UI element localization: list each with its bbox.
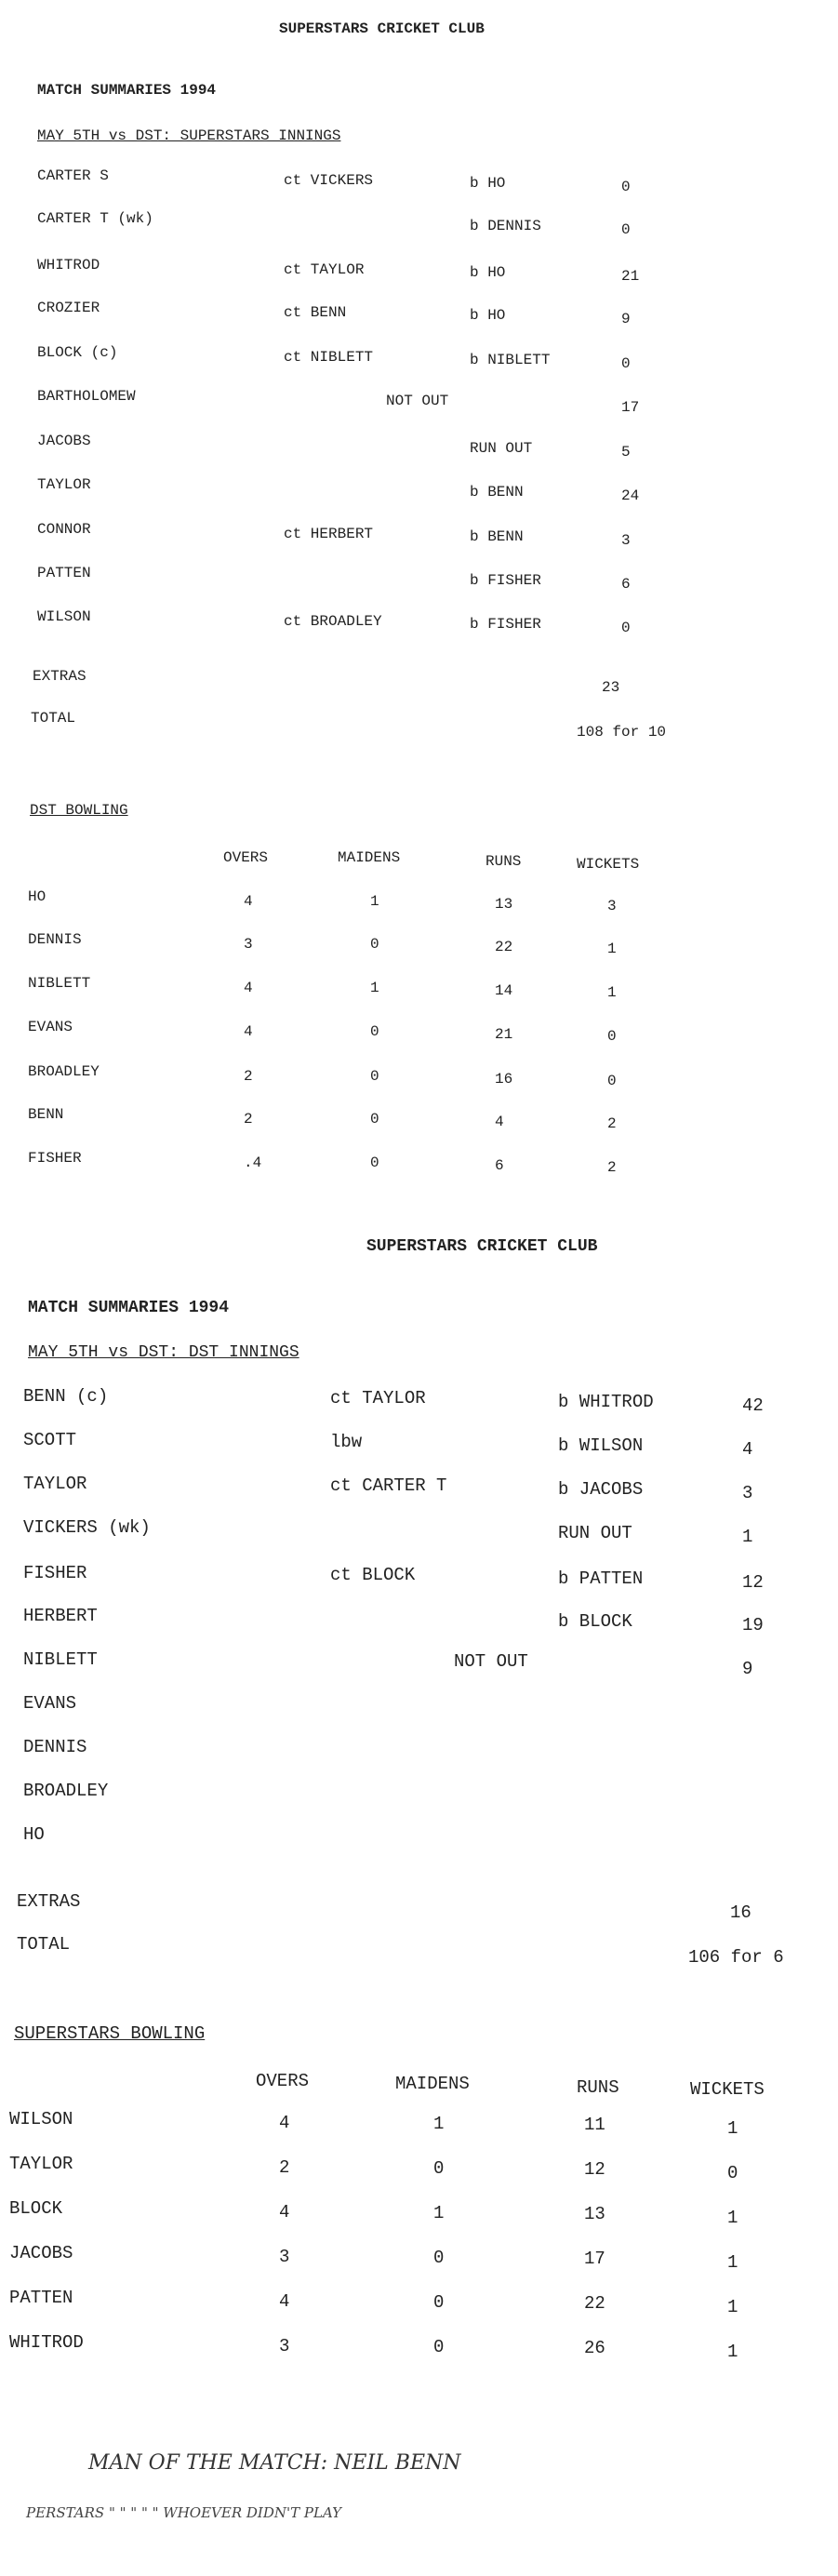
- wickets: 2: [607, 1115, 617, 1132]
- wickets: 1: [727, 2208, 738, 2228]
- batter-name: TAYLOR: [23, 1474, 87, 1494]
- runs: 19: [742, 1615, 764, 1635]
- runs-conceded: 17: [584, 2249, 605, 2269]
- extras-label: EXTRAS: [33, 668, 86, 685]
- batter-name: WILSON: [37, 608, 91, 625]
- overs: 2: [279, 2157, 290, 2178]
- innings-heading-2: MAY 5TH vs DST: DST INNINGS: [28, 1343, 299, 1362]
- runs-conceded: 13: [495, 896, 513, 913]
- bowler: b HO: [470, 264, 506, 281]
- wickets: 0: [607, 1028, 617, 1045]
- batter-name: HERBERT: [23, 1606, 98, 1626]
- runs: 42: [742, 1395, 764, 1416]
- bowler-name: BLOCK: [9, 2198, 63, 2219]
- total-label-2: TOTAL: [17, 1934, 71, 1955]
- runs: 0: [621, 221, 631, 238]
- maidens: 0: [370, 1068, 379, 1085]
- dismissal: ct HERBERT: [284, 526, 374, 542]
- bowler: b FISHER: [470, 572, 541, 589]
- wickets: 3: [607, 898, 617, 914]
- dismissal: ct CARTER T: [330, 1475, 447, 1496]
- wickets: 1: [607, 941, 617, 957]
- dismissal: ct VICKERS: [284, 172, 374, 189]
- maidens: 1: [433, 2114, 445, 2134]
- wickets: 1: [607, 984, 617, 1001]
- runs-conceded: 22: [495, 939, 513, 955]
- bowler: b NIBLETT: [470, 352, 551, 368]
- match-summaries-heading: MATCH SUMMARIES 1994: [37, 82, 217, 99]
- runs-conceded: 26: [584, 2338, 605, 2358]
- overs: 4: [244, 980, 253, 996]
- col-runs-header: RUNS: [486, 853, 522, 870]
- batter-name: CROZIER: [37, 300, 100, 316]
- batter-name: BENN (c): [23, 1386, 109, 1407]
- batter-name: CARTER T (wk): [37, 210, 153, 227]
- overs: 4: [279, 2291, 290, 2312]
- overs: 3: [244, 936, 253, 953]
- bowling-heading: DST BOWLING: [30, 802, 128, 819]
- dismissal: ct TAYLOR: [330, 1388, 426, 1408]
- runs: 3: [621, 532, 631, 549]
- runs: 9: [742, 1659, 753, 1679]
- batter-name: WHITROD: [37, 257, 100, 274]
- wickets: 1: [727, 2297, 738, 2317]
- overs: 4: [244, 893, 253, 910]
- bowler-name: JACOBS: [9, 2243, 73, 2263]
- bowler-name: WILSON: [9, 2109, 73, 2129]
- dismissal: NOT OUT: [386, 393, 449, 409]
- runs: 6: [621, 576, 631, 593]
- batter-name: CONNOR: [37, 521, 91, 538]
- handwritten-footnote: PERSTARS " " " " " WHOEVER DIDN'T PLAY: [26, 2504, 342, 2521]
- bowler: RUN OUT: [470, 440, 533, 457]
- batter-name: BARTHOLOMEW: [37, 388, 136, 405]
- runs: 0: [621, 355, 631, 372]
- match-summaries-heading-2: MATCH SUMMARIES 1994: [28, 1299, 230, 1317]
- dismissal: ct BLOCK: [330, 1565, 416, 1585]
- man-of-match-note: MAN OF THE MATCH: NEIL BENN: [88, 2451, 461, 2475]
- batter-name: VICKERS (wk): [23, 1517, 151, 1538]
- overs: 2: [244, 1111, 253, 1128]
- maidens: 0: [370, 936, 379, 953]
- extras-value-2: 16: [730, 1902, 752, 1923]
- bowler-name: EVANS: [28, 1019, 73, 1035]
- runs: 0: [621, 620, 631, 636]
- runs-conceded: 4: [495, 1114, 504, 1130]
- page-title: SUPERSTARS CRICKET CLUB: [279, 20, 485, 37]
- runs: 0: [621, 179, 631, 195]
- total-value-2: 106 for 6: [688, 1947, 784, 1968]
- batter-name: BLOCK (c): [37, 344, 118, 361]
- bowler: b FISHER: [470, 616, 541, 633]
- batter-name: DENNIS: [23, 1737, 87, 1757]
- extras-label-2: EXTRAS: [17, 1891, 81, 1912]
- maidens: 0: [433, 2158, 445, 2179]
- col-overs-header-2: OVERS: [256, 2071, 310, 2091]
- batter-name: HO: [23, 1824, 45, 1845]
- overs: 3: [279, 2336, 290, 2356]
- maidens: 0: [370, 1155, 379, 1171]
- total-value: 108 for 10: [577, 724, 667, 741]
- batter-name: EVANS: [23, 1693, 77, 1714]
- col-wickets-header-2: WICKETS: [690, 2079, 765, 2100]
- bowler: b BENN: [470, 484, 524, 501]
- dismissal: ct TAYLOR: [284, 261, 365, 278]
- bowler-name: BROADLEY: [28, 1063, 100, 1080]
- bowler-name: NIBLETT: [28, 975, 91, 992]
- bowler: b WILSON: [558, 1435, 644, 1456]
- total-label: TOTAL: [31, 710, 76, 727]
- wickets: 1: [727, 2342, 738, 2362]
- col-wickets-header: WICKETS: [577, 856, 640, 873]
- overs: 2: [244, 1068, 253, 1085]
- bowler: b BENN: [470, 528, 524, 545]
- maidens: 0: [370, 1023, 379, 1040]
- maidens: 0: [433, 2292, 445, 2313]
- bowler: b HO: [470, 307, 506, 324]
- bowler-name: WHITROD: [9, 2332, 84, 2353]
- bowling-heading-2: SUPERSTARS BOWLING: [14, 2023, 206, 2044]
- runs: 12: [742, 1572, 764, 1593]
- runs-conceded: 22: [584, 2293, 605, 2314]
- runs: 21: [621, 268, 640, 285]
- bowler: b WHITROD: [558, 1392, 654, 1412]
- col-overs-header: OVERS: [223, 849, 269, 866]
- runs-conceded: 14: [495, 982, 513, 999]
- wickets: 1: [727, 2118, 738, 2139]
- bowler: b JACOBS: [558, 1479, 644, 1500]
- bowler-name: TAYLOR: [9, 2154, 73, 2174]
- dismissal: ct BROADLEY: [284, 613, 382, 630]
- batter-name: PATTEN: [37, 565, 91, 581]
- runs: 3: [742, 1483, 753, 1503]
- bowler-name: FISHER: [28, 1150, 82, 1167]
- runs: 17: [621, 399, 640, 416]
- bowler: b HO: [470, 175, 506, 192]
- runs-conceded: 16: [495, 1071, 513, 1088]
- maidens: 1: [370, 980, 379, 996]
- bowler: RUN OUT: [558, 1523, 632, 1543]
- dismissal: NOT OUT: [454, 1651, 528, 1672]
- overs: 4: [279, 2113, 290, 2133]
- batter-name: FISHER: [23, 1563, 87, 1583]
- batter-name: TAYLOR: [37, 476, 91, 493]
- runs: 4: [742, 1439, 753, 1460]
- runs: 9: [621, 311, 631, 327]
- overs: 4: [279, 2202, 290, 2222]
- bowler: b BLOCK: [558, 1611, 632, 1632]
- runs-conceded: 12: [584, 2159, 605, 2180]
- extras-value: 23: [602, 679, 620, 696]
- col-maidens-header: MAIDENS: [338, 849, 401, 866]
- maidens: 1: [433, 2203, 445, 2223]
- batter-name: NIBLETT: [23, 1649, 98, 1670]
- col-maidens-header-2: MAIDENS: [395, 2074, 470, 2094]
- runs-conceded: 13: [584, 2204, 605, 2224]
- batter-name: CARTER S: [37, 167, 109, 184]
- wickets: 2: [607, 1159, 617, 1176]
- overs: 4: [244, 1023, 253, 1040]
- overs: .4: [244, 1155, 262, 1171]
- col-runs-header-2: RUNS: [577, 2077, 619, 2098]
- dismissal: lbw: [330, 1432, 363, 1452]
- bowler: b PATTEN: [558, 1568, 644, 1589]
- maidens: 0: [433, 2337, 445, 2357]
- overs: 3: [279, 2247, 290, 2267]
- wickets: 0: [607, 1073, 617, 1089]
- bowler-name: BENN: [28, 1106, 64, 1123]
- runs-conceded: 21: [495, 1026, 513, 1043]
- bowler-name: PATTEN: [9, 2288, 73, 2308]
- wickets: 1: [727, 2252, 738, 2273]
- page-title-2: SUPERSTARS CRICKET CLUB: [366, 1237, 598, 1256]
- dismissal: ct BENN: [284, 304, 347, 321]
- maidens: 0: [433, 2248, 445, 2268]
- batter-name: SCOTT: [23, 1430, 77, 1450]
- wickets: 0: [727, 2163, 738, 2183]
- batter-name: JACOBS: [37, 433, 91, 449]
- maidens: 1: [370, 893, 379, 910]
- runs: 1: [742, 1527, 753, 1547]
- runs-conceded: 6: [495, 1157, 504, 1174]
- bowler-name: HO: [28, 888, 47, 905]
- bowler: b DENNIS: [470, 218, 541, 234]
- innings-heading: MAY 5TH vs DST: SUPERSTARS INNINGS: [37, 127, 341, 144]
- bowler-name: DENNIS: [28, 931, 82, 948]
- dismissal: ct NIBLETT: [284, 349, 374, 366]
- maidens: 0: [370, 1111, 379, 1128]
- runs: 5: [621, 444, 631, 460]
- batter-name: BROADLEY: [23, 1781, 109, 1801]
- runs-conceded: 11: [584, 2115, 605, 2135]
- runs: 24: [621, 487, 640, 504]
